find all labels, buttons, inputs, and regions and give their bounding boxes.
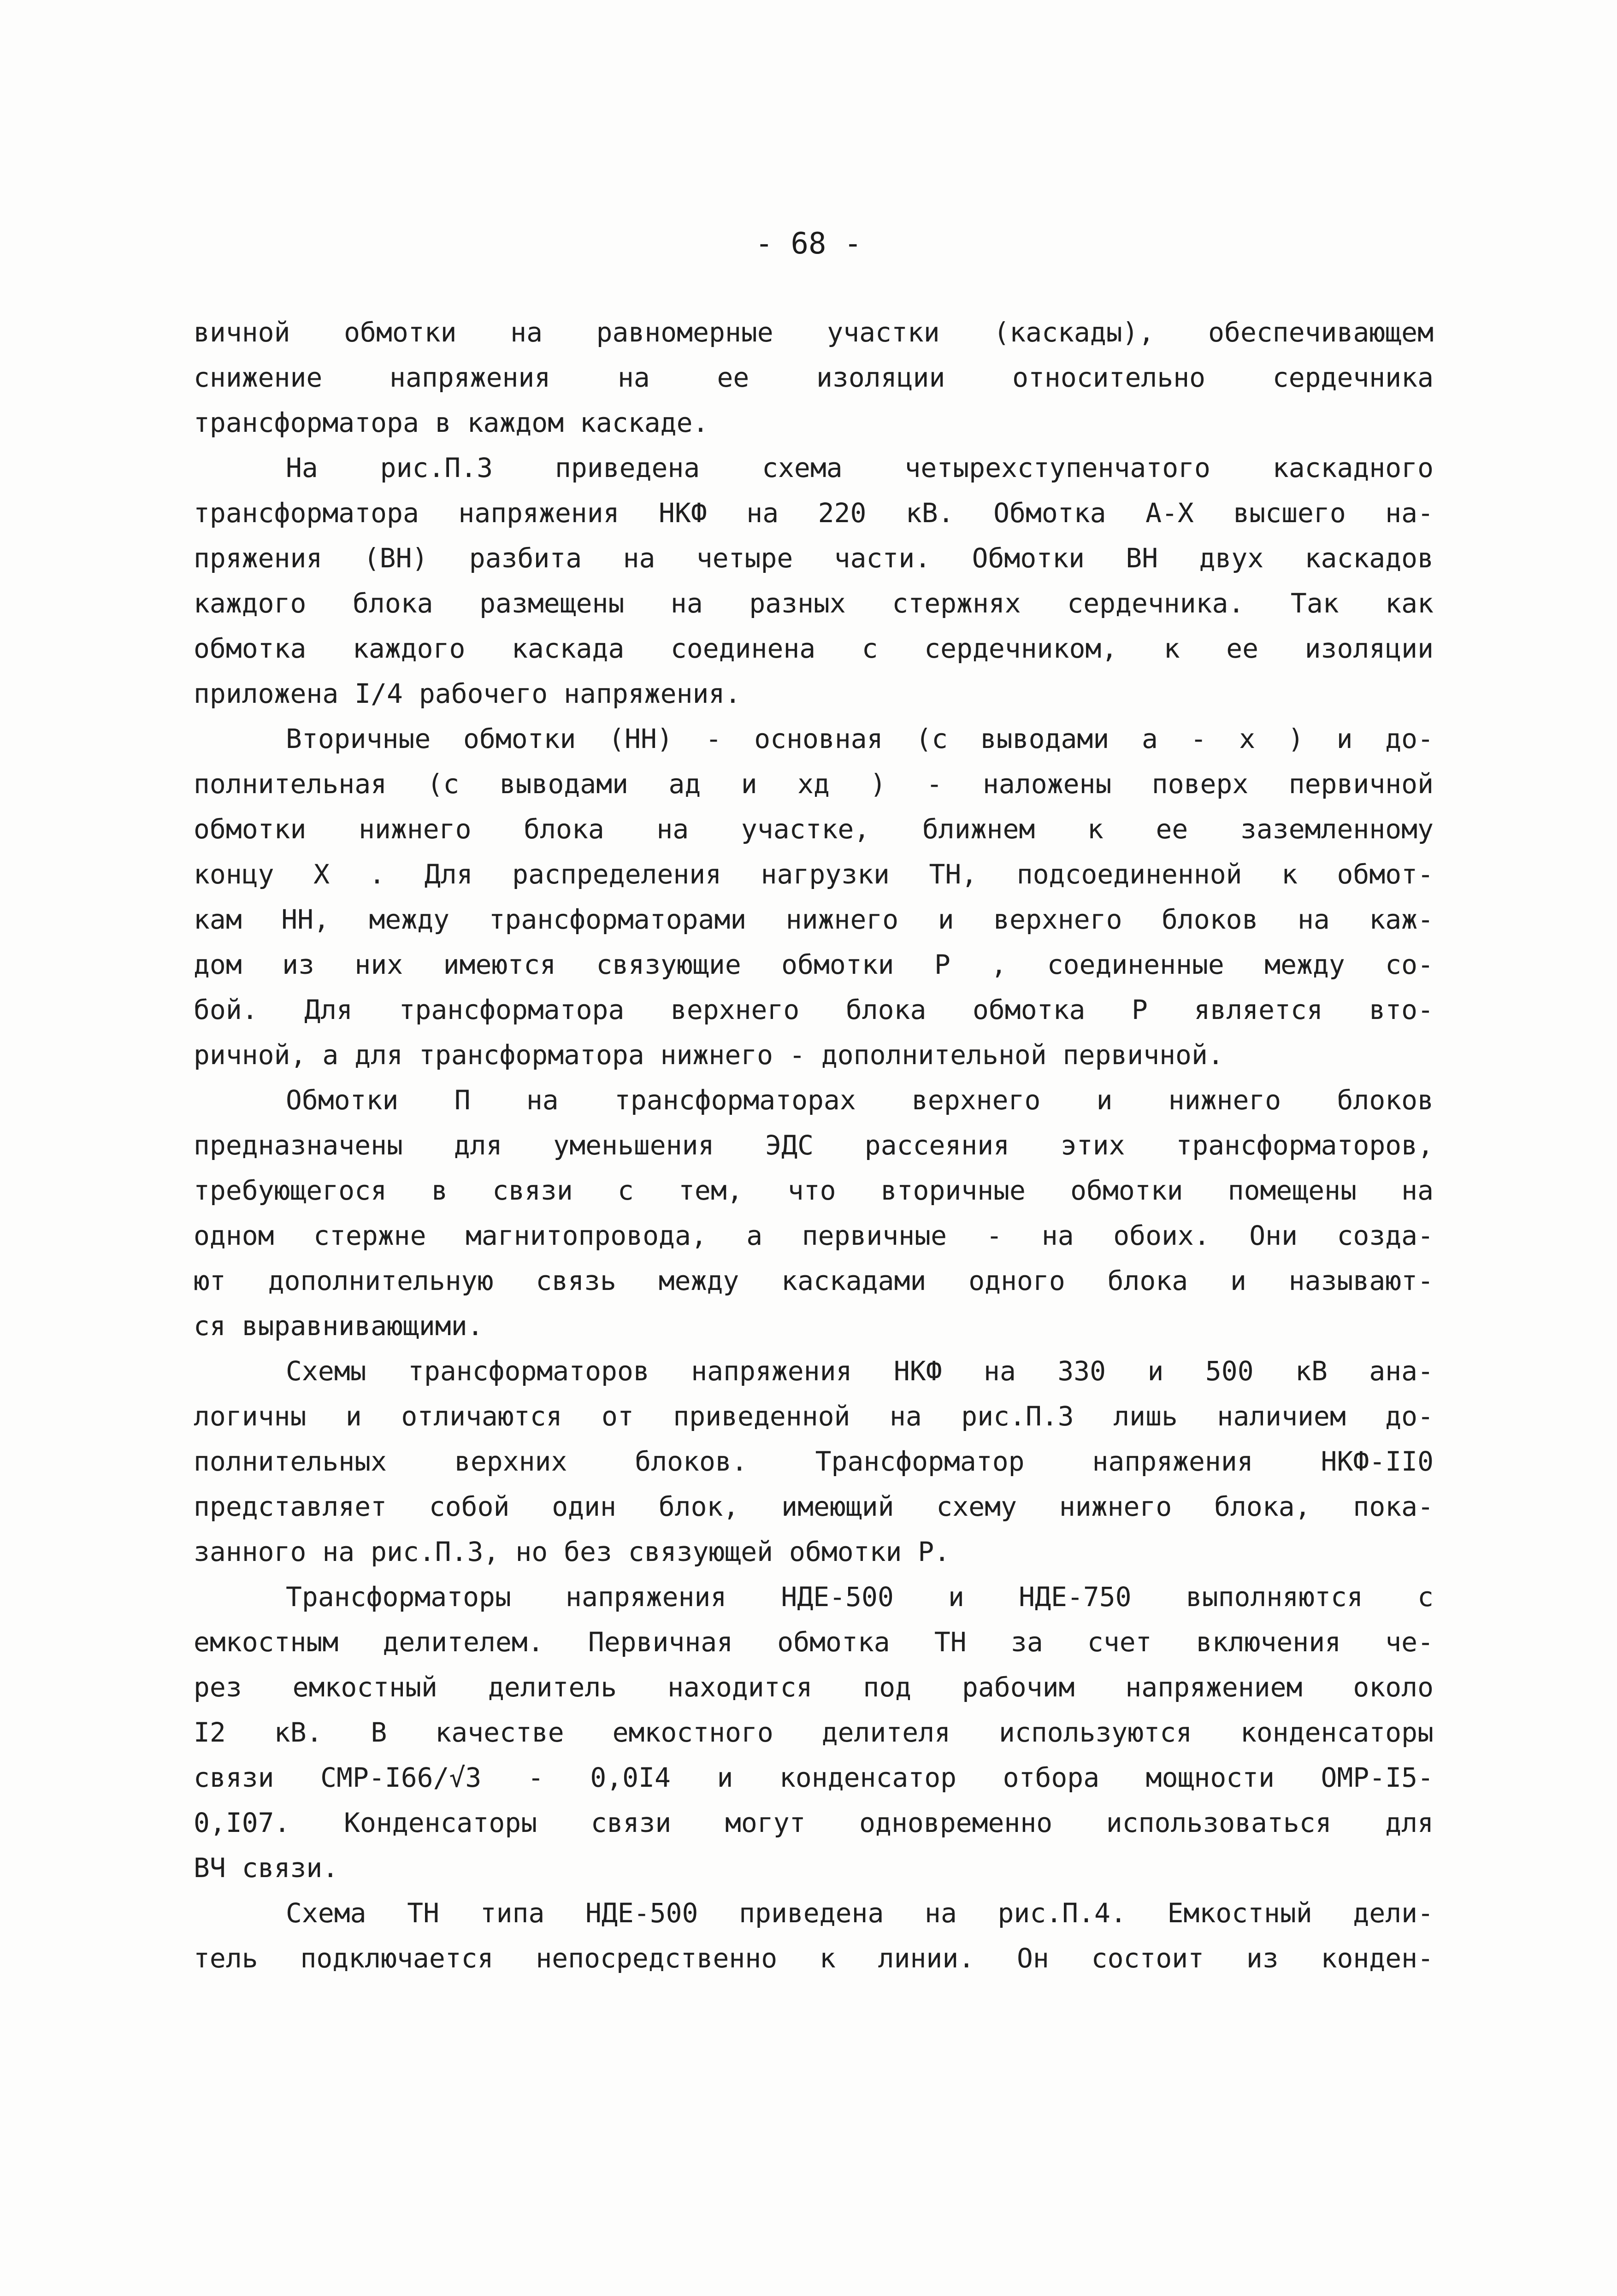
text-line: емкостным делителем. Первичная обмотка ТН за счет включения че- (194, 1626, 1434, 1658)
text-line: предназначены для уменьшения ЭДС рассеяния этих трансформаторов, (194, 1130, 1434, 1161)
text-line: требующегося в связи с тем, что вторичные обмотки помещены на (194, 1175, 1434, 1206)
text-line: ВЧ связи. (194, 1852, 339, 1884)
text-line: трансформатора в каждом каскаде. (194, 407, 709, 438)
text-line: занного на рис.П.3, но без связующей обмотки Р. (194, 1536, 950, 1567)
text-line: На рис.П.3 приведена схема четырехступенчатого каскадного (286, 452, 1434, 483)
text-line: тель подключается непосредственно к линии. Он состоит из конден- (194, 1943, 1434, 1974)
text-line: полнительная (с выводами ад и хд ) - наложены поверх первичной (194, 768, 1434, 800)
text-line: ся выравнивающими. (194, 1310, 484, 1342)
text-line: рез емкостный делитель находится под рабочим напряжением около (194, 1672, 1434, 1703)
text-line: обмотки нижнего блока на участке, ближнем к ее заземленному (194, 813, 1434, 845)
text-line: трансформатора напряжения НКФ на 220 кВ. Обмотка А-Х высшего на- (194, 497, 1434, 529)
text-line: пряжения (ВН) разбита на четыре части. Обмотки ВН двух каскадов (194, 542, 1434, 574)
text-line: Трансформаторы напряжения НДЕ-500 и НДЕ-750 выполняются с (286, 1581, 1434, 1613)
text-line: I2 кВ. В качестве емкостного делителя используются конденсаторы (194, 1717, 1434, 1748)
text-line: приложена I/4 рабочего напряжения. (194, 678, 741, 709)
text-line: одном стержне магнитопровода, а первичные - на обоих. Они созда- (194, 1220, 1434, 1251)
text-line: полнительных верхних блоков. Трансформатор напряжения НКФ-II0 (194, 1446, 1434, 1477)
page-number: - 68 - (755, 227, 862, 261)
text-line: Вторичные обмотки (НН) - основная (с выводами а - х ) и до- (286, 723, 1434, 754)
text-line: снижение напряжения на ее изоляции относительно сердечника (194, 362, 1434, 393)
text-line: каждого блока размещены на разных стержнях сердечника. Так как (194, 588, 1434, 619)
text-line: ют дополнительную связь между каскадами одного блока и называют- (194, 1265, 1434, 1296)
body-text (194, 310, 1434, 1981)
text-line: вичной обмотки на равномерные участки (каскады), обеспечивающем (194, 317, 1434, 348)
text-line: логичны и отличаются от приведенной на рис.П.3 лишь наличием до- (194, 1401, 1434, 1432)
text-line: ричной, а для трансформатора нижнего - дополнительной первичной. (194, 1039, 1224, 1071)
text-line: Схемы трансформаторов напряжения НКФ на 330 и 500 кВ ана- (286, 1355, 1434, 1387)
text-line: Обмотки П на трансформаторах верхнего и нижнего блоков (286, 1084, 1434, 1116)
text-line: концу Х . Для распределения нагрузки ТН, подсоединенной к обмот- (194, 859, 1434, 890)
text-line: 0,I07. Конденсаторы связи могут одновременно использоваться для (194, 1807, 1434, 1838)
text-line: обмотка каждого каскада соединена с сердечником, к ее изоляции (194, 633, 1434, 664)
text-line: кам НН, между трансформаторами нижнего и верхнего блоков на каж- (194, 904, 1434, 935)
text-line: дом из них имеются связующие обмотки Р , соединенные между со- (194, 949, 1434, 980)
text-line: Схема ТН типа НДЕ-500 приведена на рис.П.4. Емкостный дели- (286, 1897, 1434, 1929)
text-line: связи СМР-I66/√3 - 0,0I4 и конденсатор отбора мощности ОМР-I5- (194, 1762, 1434, 1793)
text-line: представляет собой один блок, имеющий схему нижнего блока, пока- (194, 1491, 1434, 1522)
text-line: бой. Для трансформатора верхнего блока обмотка Р является вто- (194, 994, 1434, 1025)
